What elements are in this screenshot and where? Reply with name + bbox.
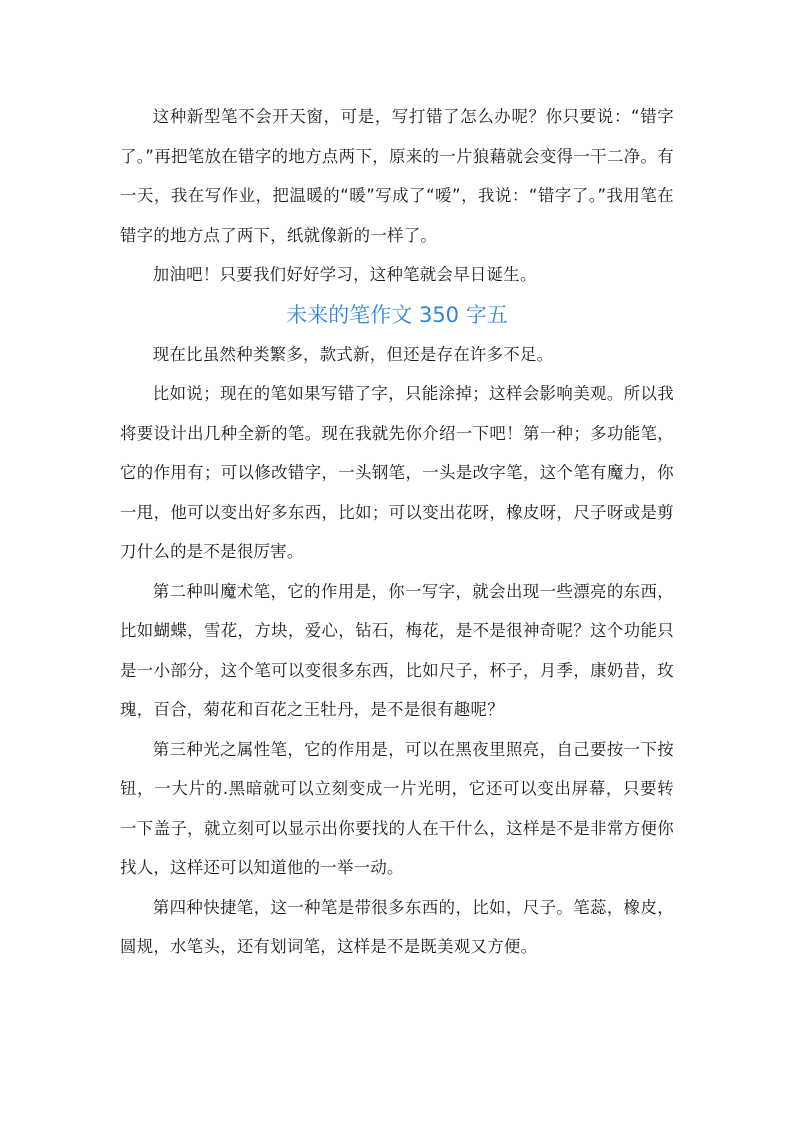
paragraph: 第四种快捷笔，这一种笔是带很多东西的，比如，尺子。笔蕊，橡皮，圆规，水笔头，还有划词笔，这样是不是既美观又方便。 bbox=[120, 897, 674, 956]
paragraph: 比如说；现在的笔如果写错了字，只能涂掉；这样会影响美观。所以我将要设计出几种全新的笔。现在我就先你介绍一下吧！第一种；多功能笔，它的作用有；可以修改错字，一头钢笔，一头是改字笔，这个笔有魔力，你一甩，他可以变出好多东西，比如；可以变出花呀，橡皮呀，尺子呀或是剪刀什么的是不是很厉害。 bbox=[120, 384, 674, 561]
paragraph: 第三种光之属性笔，它的作用是，可以在黑夜里照亮，自己要按一下按钮，一大片的.黑暗就可以立刻变成一片光明，它还可以变出屏幕，只要转一下盖子，就立刻可以显示出你要找的人在干什么，这样是不是非常方便你找人，这样还可以知道他的一举一动。 bbox=[120, 739, 674, 877]
paragraph: 现在比虽然种类繁多，款式新，但还是存在许多不足。 bbox=[152, 344, 554, 364]
paragraph: 第二种叫魔术笔，它的作用是，你一写字，就会出现一些漂亮的东西，比如蝴蝶，雪花，方块，爱心，钻石，梅花，是不是很神奇呢？这个功能只是一小部分，这个笔可以变很多东西，比如尺子，杯子，月季，康奶昔，玫瑰，百合，菊花和百花之王牡丹，是不是很有趣呢？ bbox=[120, 581, 674, 719]
document-page bbox=[120, 97, 674, 967]
section-title: 未来的笔作文 350 字五 bbox=[286, 302, 508, 327]
paragraph: 这种新型笔不会开天窗，可是，写打错了怎么办呢？你只要说：“错字了。”再把笔放在错字的地方点两下，原来的一片狼藉就会变得一干二净。有一天，我在写作业，把温暖的“暖”写成了“嗳”，我说：“错字了。”我用笔在错字的地方点了两下，纸就像新的一样了。 bbox=[120, 107, 674, 245]
paragraph: 加油吧！只要我们好好学习，这种笔就会早日诞生。 bbox=[152, 265, 537, 284]
